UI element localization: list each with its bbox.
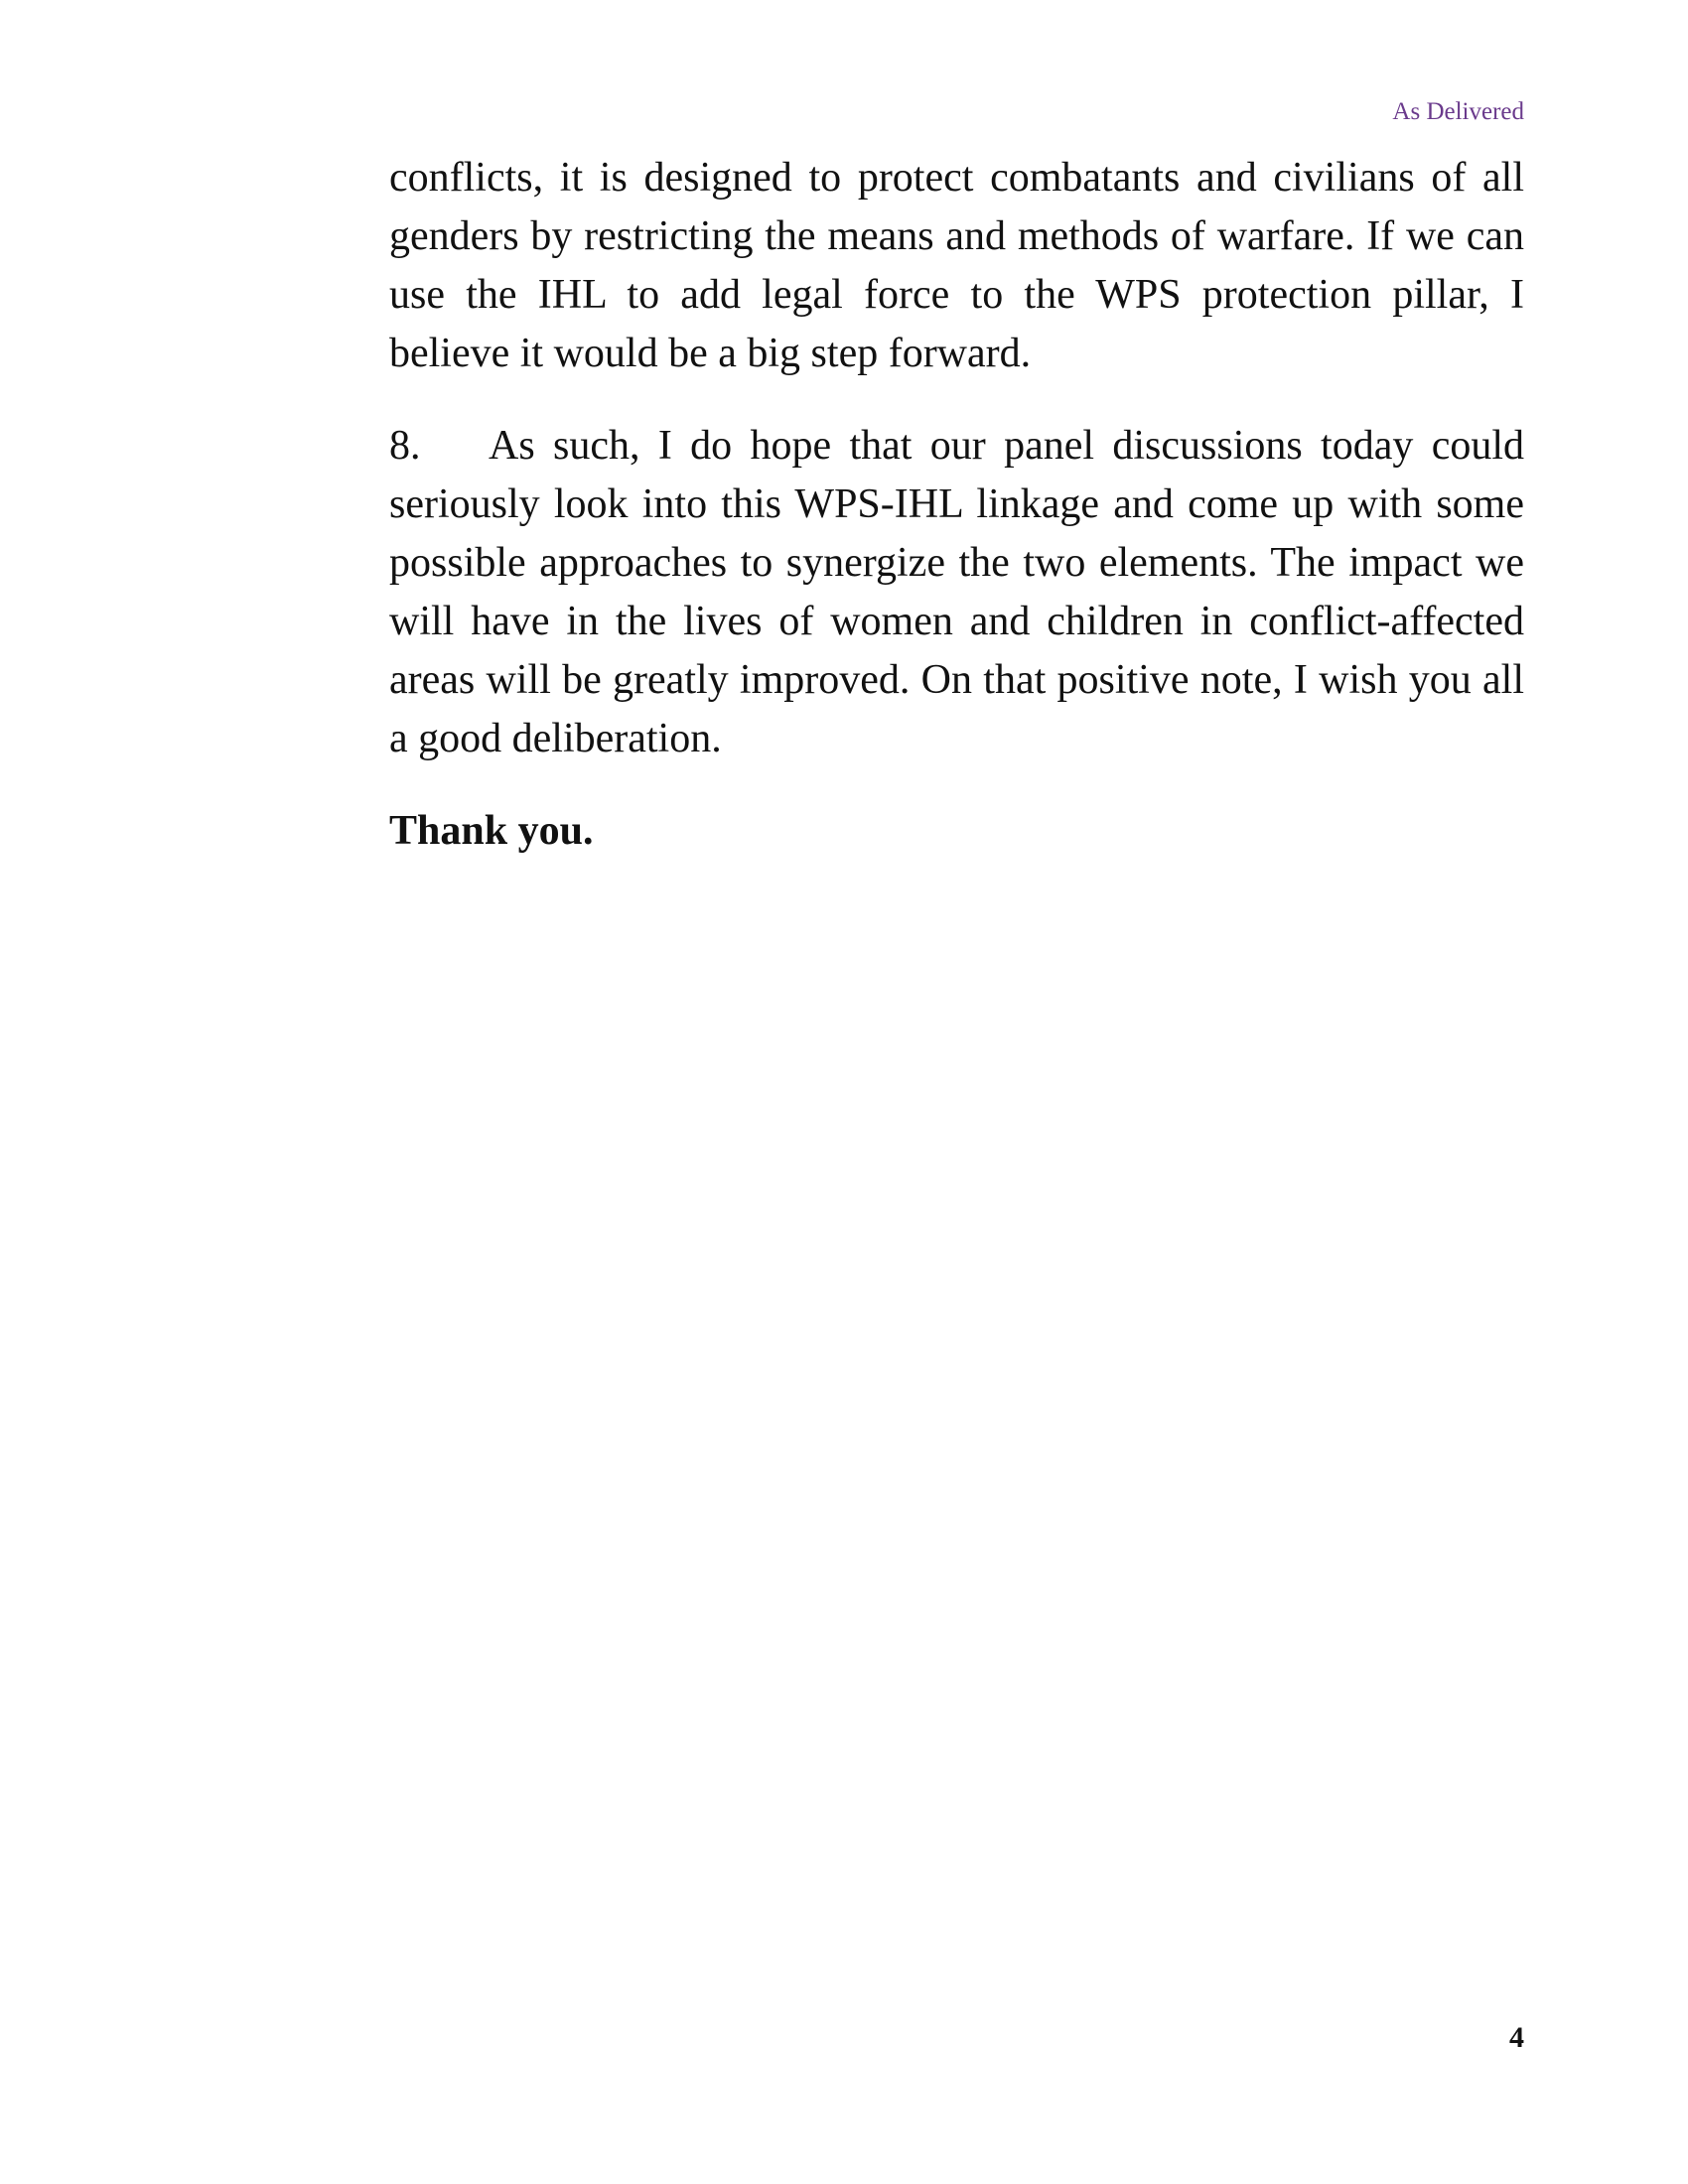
paragraph-8 <box>389 417 1524 768</box>
paragraph-continuation <box>389 149 1524 383</box>
page-number: 4 <box>1509 2021 1524 2054</box>
paragraph-number: 8. <box>389 423 421 469</box>
delivery-status-note: As Delivered <box>1392 98 1524 125</box>
speech-body <box>389 149 1524 861</box>
paragraph-text: As such, I do hope that our panel discussions today could seriously look into this WPS-IHL linkage and come up with some possible approaches to synergize the two elements. The impact we will have in the lives of women and children in conflict-affected areas will be greatly improved. On that positive note, I wish you all a good deliberation. <box>389 423 1524 761</box>
closing-remark: Thank you. <box>389 808 594 854</box>
paragraph-text: conflicts, it is designed to protect combatants and civilians of all genders by restricting the means and methods of warfare. If we can use the IHL to add legal force to the WPS protection pillar, I believe it would be a big step forward. <box>389 155 1524 376</box>
